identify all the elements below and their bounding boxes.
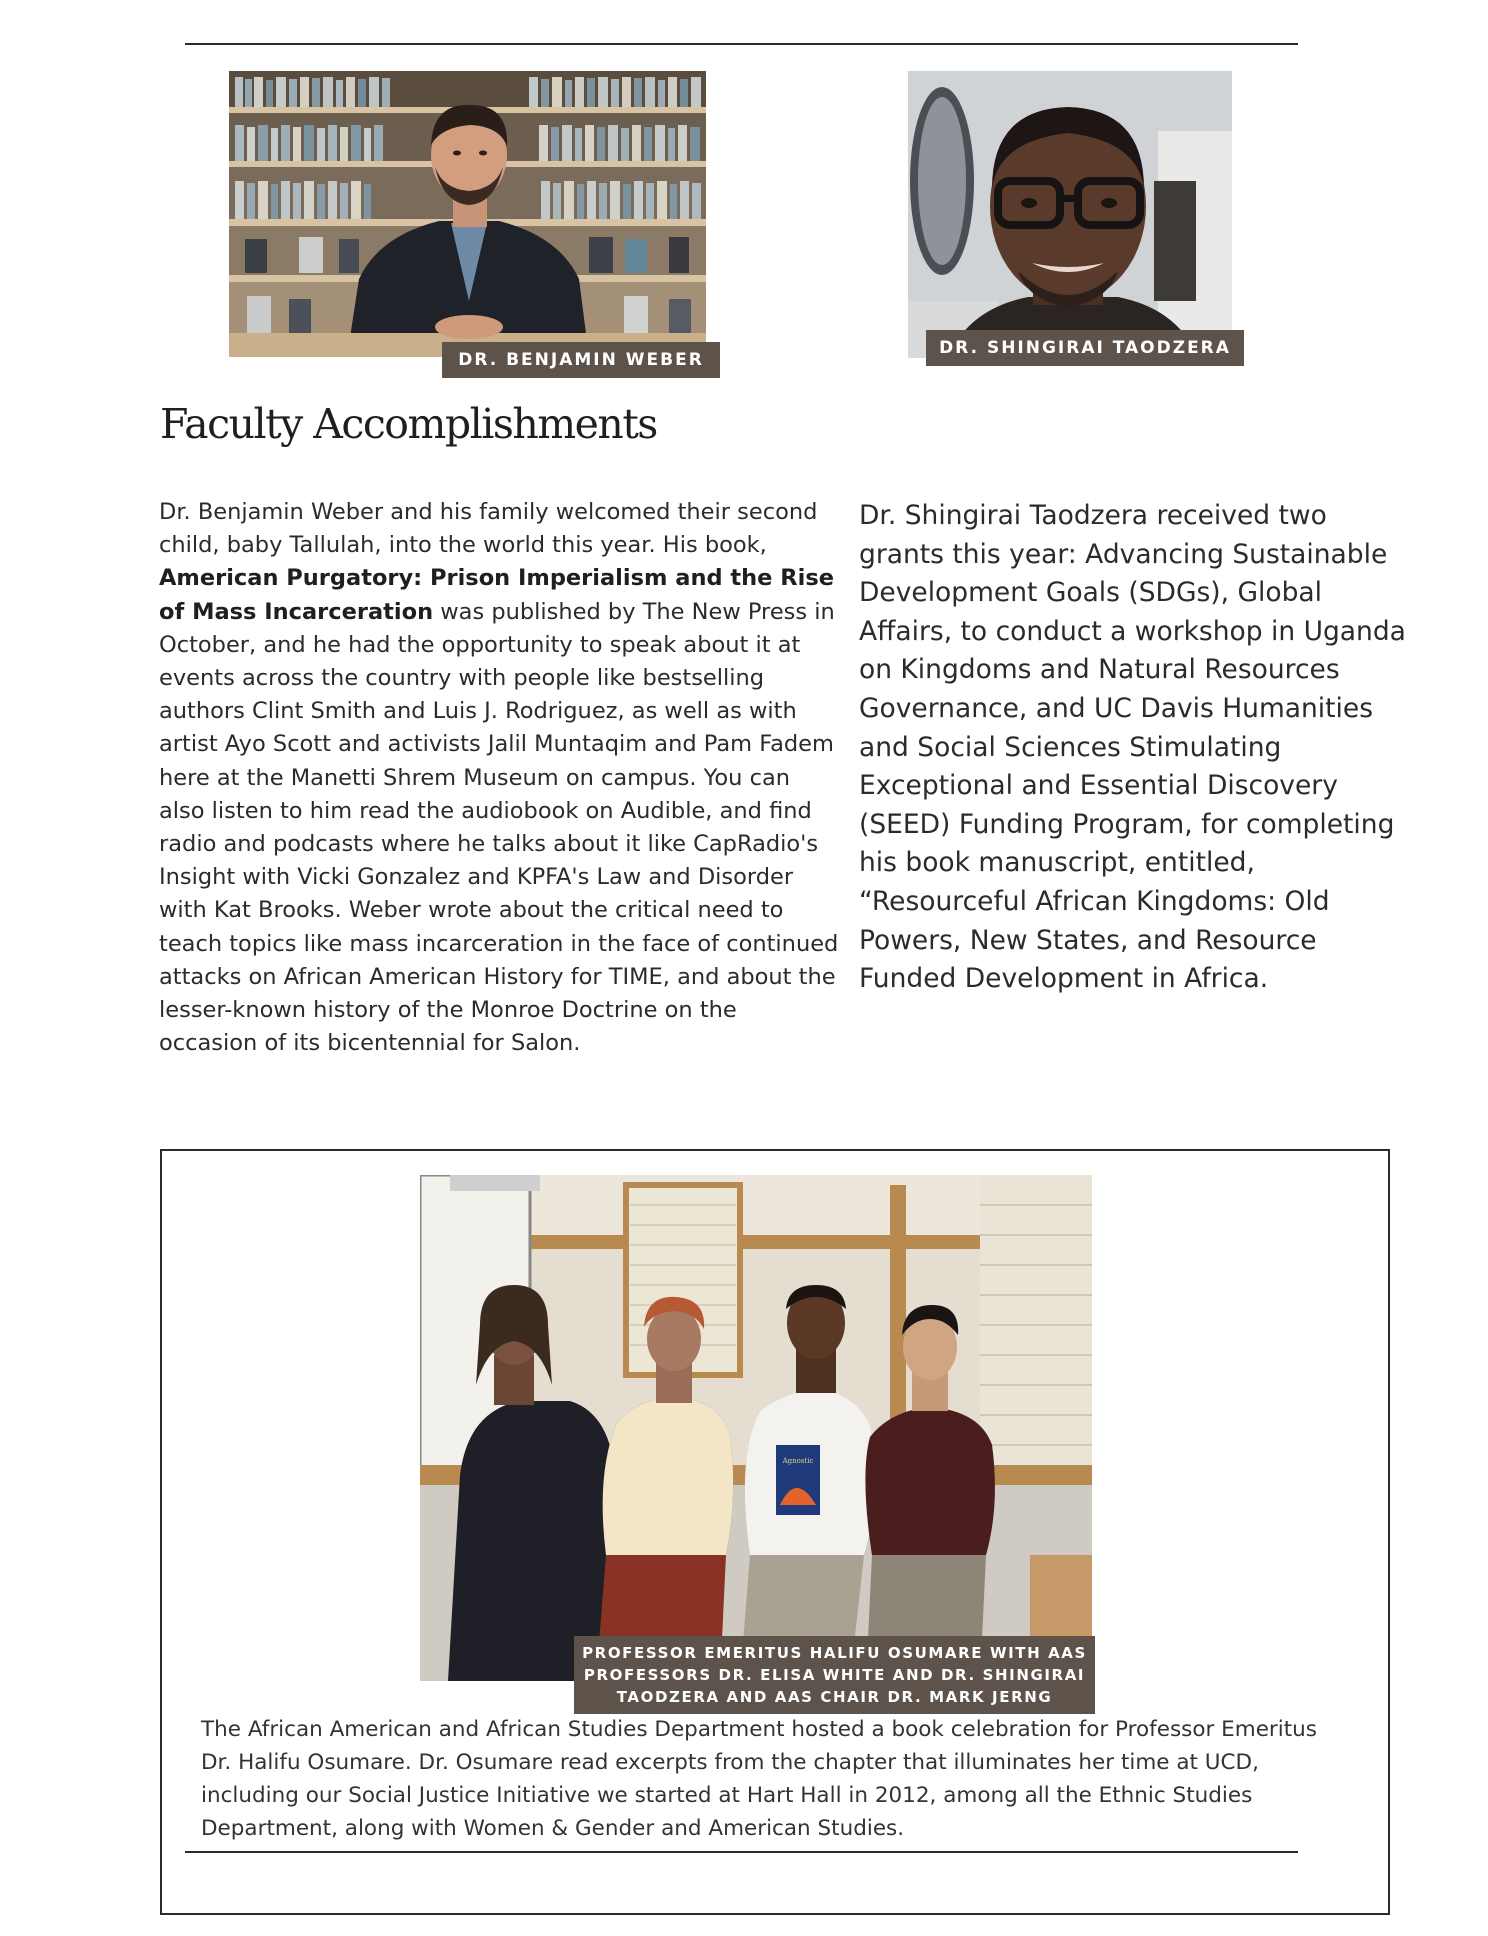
weber-book-title: American Purgatory: Prison Imperialism and the Rise of Mass Incarceration — [159, 565, 834, 625]
weber-portrait-image — [229, 71, 706, 357]
section-title: Faculty Accomplishments — [160, 400, 657, 448]
taodzera-photo — [908, 71, 1232, 358]
book-cover-title: Agnostic — [782, 1457, 814, 1465]
taodzera-photo-caption: DR. SHINGIRAI TAODZERA — [926, 330, 1244, 366]
weber-photo — [229, 71, 706, 357]
event-caption-line: PROFESSOR EMERITUS HALIFU OSUMARE WITH AAS — [582, 1644, 1087, 1662]
taodzera-accomplishments: Dr. Shingirai Taodzera received two grants this year: Advancing Sustainable Development Goals (SDGs), Global Affairs, to conduct a workshop in Uganda on Kingdoms and Natural Resources Governance, and UC Davis Humanities and Social Sciences Stimulating Exceptional and Essential Discovery (SEED) Funding Program, for completing his book manuscript, entitled, “Resourceful African Kingdoms: Old Powers, New States, and Resource Funded Development in Africa. — [859, 500, 1406, 995]
event-caption-line: PROFESSORS DR. ELISA WHITE AND DR. SHINGIRAI — [583, 1666, 1086, 1684]
event-description: The African American and African Studies Department hosted a book celebration for Professor Emeritus Dr. Halifu Osumare. Dr. Osumare read excerpts from the chapter that illuminates her time at UCD, including our Social Justice Initiative we started at Hart Hall in 2012, among all the Ethnic Studies Department, along with Women & Gender and American Studies. — [201, 1717, 1317, 1841]
taodzera-portrait-image — [908, 71, 1232, 358]
event-group-image — [420, 1175, 1092, 1681]
event-photo — [420, 1175, 1092, 1681]
event-bottom-divider — [185, 1851, 1298, 1853]
weber-rest-text: was published by The New Press in October, and he had the opportunity to speak about it at events across the country with people like bestselling authors Clint Smith and Luis J. Rodriguez, as well as with artist Ayo Scott and activists Jalil Muntaqim and Pam Fadem here at the Manetti Shrem Museum on campus. You can also listen to him read the audiobook on Audible, and find radio and podcasts where he talks about it like CapRadio's Insight with Vicki Gonzalez and KPFA's Law and Disorder with Kat Brooks. Weber wrote about the critical need to teach topics like mass incarceration in the face of continued attacks on African American History for TIME, and about the lesser-known history of the Monroe Doctrine on the occasion of its bicentennial for Salon. — [159, 598, 839, 1057]
book-cover — [776, 1445, 820, 1515]
weber-accomplishments — [159, 496, 839, 1060]
top-divider — [185, 43, 1298, 45]
weber-intro-text: Dr. Benjamin Weber and his family welcomed their second child, baby Tallulah, into the world this year. His book, — [159, 499, 818, 559]
event-caption-line: TAODZERA AND AAS CHAIR DR. MARK JERNG — [616, 1688, 1053, 1706]
weber-photo-caption: DR. BENJAMIN WEBER — [442, 342, 720, 378]
event-photo-caption — [574, 1636, 1095, 1714]
